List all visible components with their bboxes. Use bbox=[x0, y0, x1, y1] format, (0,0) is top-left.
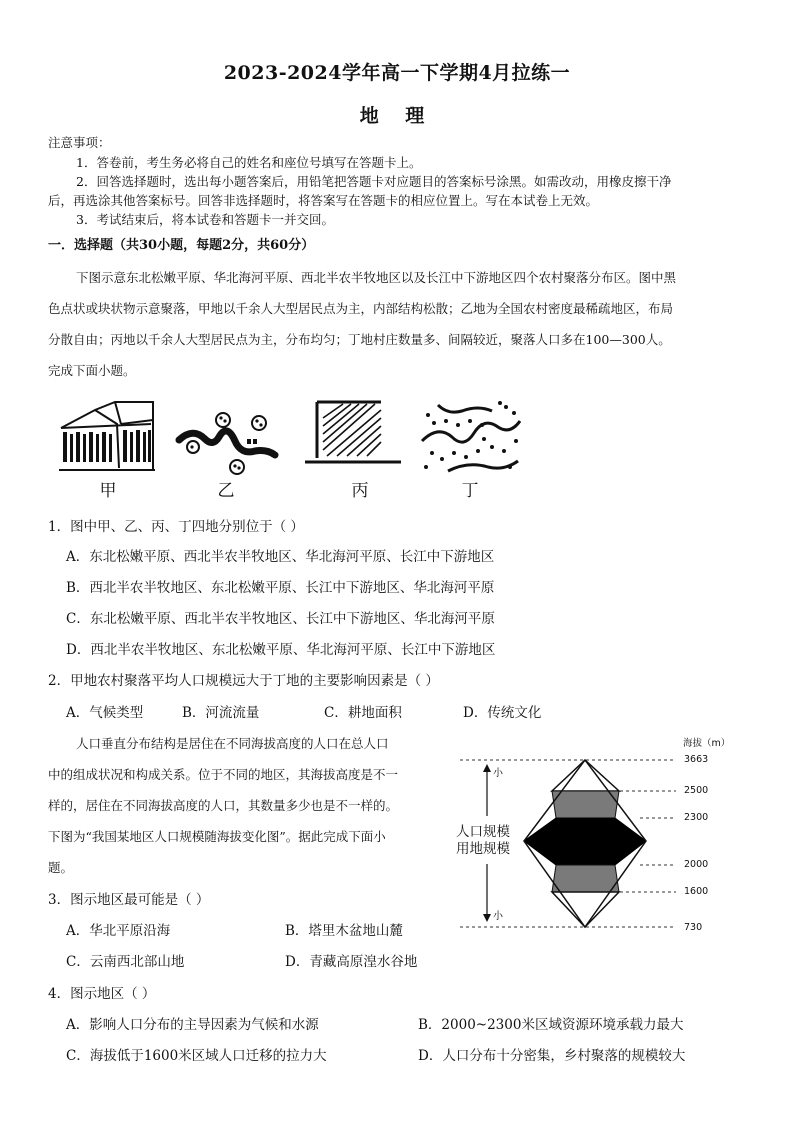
q1-stem: 1．图中甲、乙、丙、丁四地分别位于（ ） bbox=[48, 519, 304, 535]
q1-option-a[interactable]: A．东北松嫩平原、西北半农半牧地区、华北海河平原、长江中下游地区 bbox=[66, 549, 495, 565]
small-label-top: 小 bbox=[493, 768, 503, 779]
notice-item-2: 2．回答选择题时，选出每小题答案后，用铅笔把答题卡对应题目的答案标号涂黑。如需改动，用橡皮擦干净 bbox=[76, 174, 672, 189]
q1-option-d[interactable]: D．西北半农半牧地区、东北松嫩平原、华北海河平原、长江中下游地区 bbox=[66, 642, 496, 658]
q3-option-c[interactable]: C．云南西北部山地 bbox=[66, 954, 185, 970]
notice-heading: 注意事项： bbox=[48, 135, 111, 150]
section-heading: 一．选择题（共30小题，每题2分，共60分） bbox=[48, 238, 315, 253]
q2-option-a[interactable]: A．气候类型 bbox=[66, 705, 144, 721]
map-label-ding: 丁 bbox=[461, 481, 479, 501]
q1-option-b[interactable]: B．西北半农半牧地区、东北松嫩平原、长江中下游地区、华北海河平原 bbox=[66, 580, 495, 596]
elevation-1600: 1600 bbox=[684, 886, 709, 897]
settlement-map-jia bbox=[55, 398, 160, 478]
elevation-2300: 2300 bbox=[684, 812, 709, 823]
elevation-2000: 2000 bbox=[684, 859, 709, 870]
q3-option-b[interactable]: B．塔里木盆地山麓 bbox=[285, 923, 403, 939]
q3-option-a[interactable]: A．华北平原沿海 bbox=[66, 923, 171, 939]
q4-option-a[interactable]: A．影响人口分布的主导因素为气候和水源 bbox=[66, 1017, 319, 1033]
subject-title: 地 理 bbox=[359, 105, 435, 127]
q4-option-d[interactable]: D．人口分布十分密集，乡村聚落的规模较大 bbox=[418, 1048, 686, 1064]
map-label-jia: 甲 bbox=[99, 481, 117, 501]
q2-option-d[interactable]: D．传统文化 bbox=[463, 705, 542, 721]
q3-option-d[interactable]: D．青藏高原湟水谷地 bbox=[285, 954, 418, 970]
elevation-3663: 3663 bbox=[684, 754, 709, 765]
small-label-bottom: 小 bbox=[493, 911, 503, 922]
intro1-line-3: 分散自由；丙地以千余人大型居民点为主，分布均匀；丁地村庄数量多、间隔较近，聚落人口多在100—300人。 bbox=[48, 332, 671, 347]
settlement-map-yi bbox=[175, 405, 280, 475]
q4-stem: 4．图示地区（ ） bbox=[48, 986, 156, 1002]
q2-option-b[interactable]: B．河流流量 bbox=[182, 705, 260, 721]
elevation-2500: 2500 bbox=[684, 785, 709, 796]
intro1-line-2: 色点状或块状物示意聚落，甲地以千余人大型居民点为主，内部结构松散；乙地为全国农村密度最稀疏地区，布局 bbox=[48, 301, 674, 316]
q4-option-c[interactable]: C．海拔低于1600米区域人口迁移的拉力大 bbox=[66, 1048, 327, 1064]
q1-option-c[interactable]: C．东北松嫩平原、西北半农半牧地区、长江中下游地区、华北海河平原 bbox=[66, 611, 495, 627]
notice-item-2-cont: 后，再选涂其他答案标号。回答非选择题时，将答案写在答题卡的相应位置上。写在本试卷上无效。 bbox=[48, 193, 599, 208]
notice-item-1: 1．答卷前，考生务必将自己的姓名和座位号填写在答题卡上。 bbox=[76, 155, 422, 170]
intro1-line-1: 下图示意东北松嫩平原、华北海河平原、西北半农半牧地区以及长江中下游地区四个农村聚落分布区。图中黑 bbox=[76, 270, 677, 285]
intro2-line-4: 下图为“我国某地区人口规模随海拔变化图”。据此完成下面小 bbox=[48, 829, 386, 844]
settlement-map-bing bbox=[303, 398, 403, 470]
axis-title: 海拔（m） bbox=[683, 738, 731, 749]
q3-stem: 3．图示地区最可能是（ ） bbox=[48, 892, 210, 908]
intro2-line-2: 中的组成状况和构成关系。位于不同的地区，其海拔高度是不一 bbox=[48, 767, 399, 782]
elevation-730: 730 bbox=[684, 922, 703, 933]
map-label-yi: 乙 bbox=[217, 481, 235, 501]
intro2-line-3: 样的，居住在不同海拔高度的人口，其数量多少也是不一样的。 bbox=[48, 798, 399, 813]
q2-stem: 2．甲地农村聚落平均人口规模远大于丁地的主要影响因素是（ ） bbox=[48, 673, 439, 689]
q4-option-b[interactable]: B．2000~2300米区域资源环境承载力最大 bbox=[418, 1017, 684, 1033]
side-label-land: 用地规模 bbox=[456, 841, 510, 857]
q2-option-c[interactable]: C．耕地面积 bbox=[324, 705, 402, 721]
notice-item-3: 3．考试结束后，将本试卷和答题卡一并交回。 bbox=[76, 212, 334, 227]
settlement-map-ding bbox=[418, 397, 524, 477]
exam-title: 2023-2024学年高一下学期4月拉练一 bbox=[223, 62, 571, 84]
side-label-population: 人口规模 bbox=[456, 824, 510, 840]
intro1-line-4: 完成下面小题。 bbox=[48, 363, 136, 378]
intro2-line-5: 题。 bbox=[48, 860, 74, 875]
map-label-bing: 丙 bbox=[351, 481, 369, 501]
intro2-line-1: 人口垂直分布结构是居住在不同海拔高度的人口在总人口 bbox=[76, 736, 389, 751]
